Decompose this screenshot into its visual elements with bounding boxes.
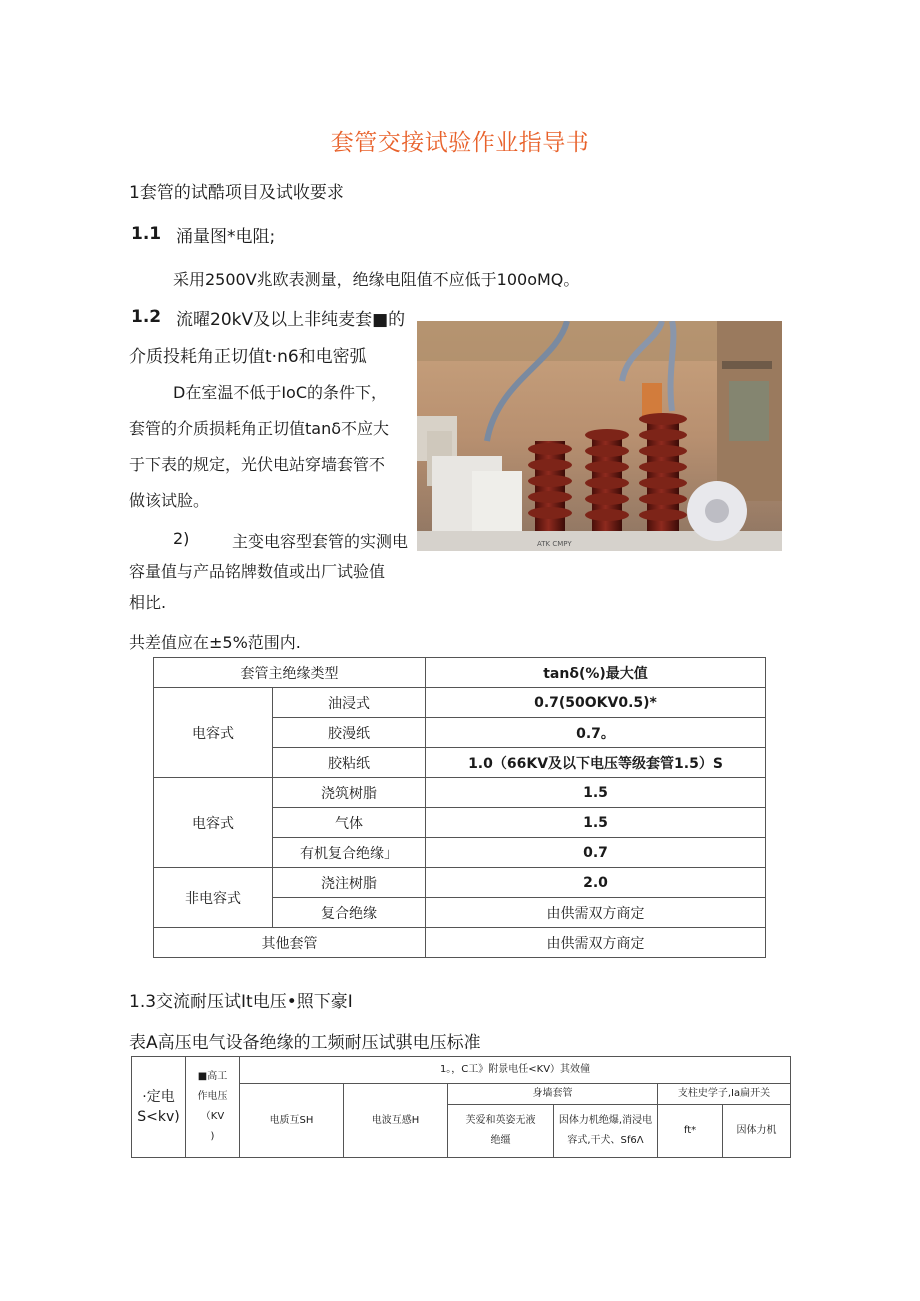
paragraph-2-line2: 容量值与产品铭牌数值或出厂试验值 <box>129 562 386 581</box>
bushing-photo <box>417 321 782 551</box>
table-row <box>154 868 766 898</box>
table2-caption: 表A高压电气设备绝缘的工频耐压试骐电压标准 <box>129 1033 481 1053</box>
col-wall-bushing-a-line2: 绝缰 <box>490 1135 511 1146</box>
max-voltage-line3: ) <box>210 1131 215 1142</box>
sub-type: 复合绝缘 <box>273 898 426 928</box>
max-value: 1.0（66KV及以下电压等级套管1.5）S <box>426 748 766 778</box>
section-1-2-heading-line1: 流曜20kV及以上非纯麦套■的 <box>176 310 406 330</box>
rated-voltage-header <box>132 1057 186 1158</box>
max-voltage-line2: 作电压（KV <box>197 1091 228 1122</box>
section-1-2-number: 1.2 <box>131 307 162 327</box>
section-1-3-heading: 1.3交流耐压试It电压•照下豪I <box>129 992 353 1012</box>
sub-type: 胶粘纸 <box>273 748 426 778</box>
col-wall-bushing-a-line1: 芙爱和英姿无液 <box>465 1115 536 1126</box>
col-current-transformer: 电波互感H <box>344 1084 448 1158</box>
col-support-a: ft* <box>658 1105 723 1158</box>
table-row <box>154 928 766 958</box>
col-wall-bushing-b-line1: 因体力机绝爆,消浸电 <box>558 1115 653 1126</box>
other-bushing-value: 由供需双方商定 <box>426 928 766 958</box>
paragraph-1-line1: D在室温不低于IoC的条件下， <box>173 383 388 402</box>
paragraph-2-line1: 主变电容型套管的实测电 <box>232 532 409 551</box>
paragraph-1-line4: 做该试脸。 <box>129 491 210 510</box>
sub-type: 有机复合绝缘」 <box>273 838 426 868</box>
max-value: 由供需双方商定 <box>426 898 766 928</box>
paragraph-1-line2: 套管的介质损耗角正切值tanδ不应大 <box>129 419 390 438</box>
col-voltage-transformer: 电质互SH <box>240 1084 344 1158</box>
section-1-1-number: 1.1 <box>131 224 162 244</box>
col-wall-bushing-a <box>448 1105 554 1158</box>
withstand-voltage-table <box>131 1056 791 1158</box>
max-voltage-line1: ■高工 <box>197 1071 228 1082</box>
section-1-heading: 1套管的试酷项目及试收要求 <box>129 183 344 203</box>
max-value: 2.0 <box>426 868 766 898</box>
col-wall-bushing-b <box>554 1105 658 1158</box>
section-1-1-heading: 涌量图*电阻; <box>176 227 276 247</box>
rated-voltage-line2: S<kv) <box>137 1109 180 1125</box>
col-wall-bushing: 身墙套管 <box>448 1084 658 1105</box>
paragraph-1-line3: 于下表的规定，光伏电站穿墙套管不 <box>129 455 386 474</box>
paragraph-3: 共差值应在±5%范围内. <box>129 633 301 652</box>
max-value: 0.7(50OKV0.5)* <box>426 688 766 718</box>
header-insulation-type: 套管主绝缘类型 <box>154 658 426 688</box>
paragraph-2-line3: 相比. <box>129 593 167 612</box>
group-type: 电容式 <box>154 688 273 778</box>
sub-type: 气体 <box>273 808 426 838</box>
col-support-insulator: 支柱史学子,Ia扁开关 <box>658 1084 791 1105</box>
sub-type: 油浸式 <box>273 688 426 718</box>
other-bushing-type: 其他套管 <box>154 928 426 958</box>
section-1-1-body: 采用2500V兆欧表测量，绝缘电阻值不应低于100oMQ。 <box>173 270 580 289</box>
sub-type: 浇注树脂 <box>273 868 426 898</box>
table-header-row <box>154 658 766 688</box>
sub-type: 浇筑树脂 <box>273 778 426 808</box>
max-value: 1.5 <box>426 808 766 838</box>
tan-delta-table <box>153 657 766 958</box>
header-tan-delta-max: tanδ(%)最大值 <box>426 658 766 688</box>
table-row <box>154 778 766 808</box>
sub-type: 胶漫纸 <box>273 718 426 748</box>
max-value: 1.5 <box>426 778 766 808</box>
max-working-voltage-header <box>186 1057 240 1158</box>
col-wall-bushing-b-line2: 容式,干犬、Sf6Λ <box>567 1135 644 1146</box>
max-value: 0.7。 <box>426 718 766 748</box>
group-type: 电容式 <box>154 778 273 868</box>
test-voltage-group-header: 1。，C工》附景电任<KV）其效僮 <box>240 1057 791 1084</box>
paragraph-2-number: 2) <box>173 529 190 548</box>
rated-voltage-line1: ·定电 <box>142 1089 175 1105</box>
document-title: 套管交接试验作业指导书 <box>330 130 590 156</box>
section-1-2-heading-line2: 介质投耗角正切值t·n6和电密弧 <box>129 347 367 367</box>
table2-header-row <box>132 1057 791 1084</box>
col-support-b: 因体力机 <box>723 1105 791 1158</box>
max-value: 0.7 <box>426 838 766 868</box>
group-type: 非电容式 <box>154 868 273 928</box>
photo-label: ATK CMPY <box>537 540 572 548</box>
table-row <box>154 688 766 718</box>
